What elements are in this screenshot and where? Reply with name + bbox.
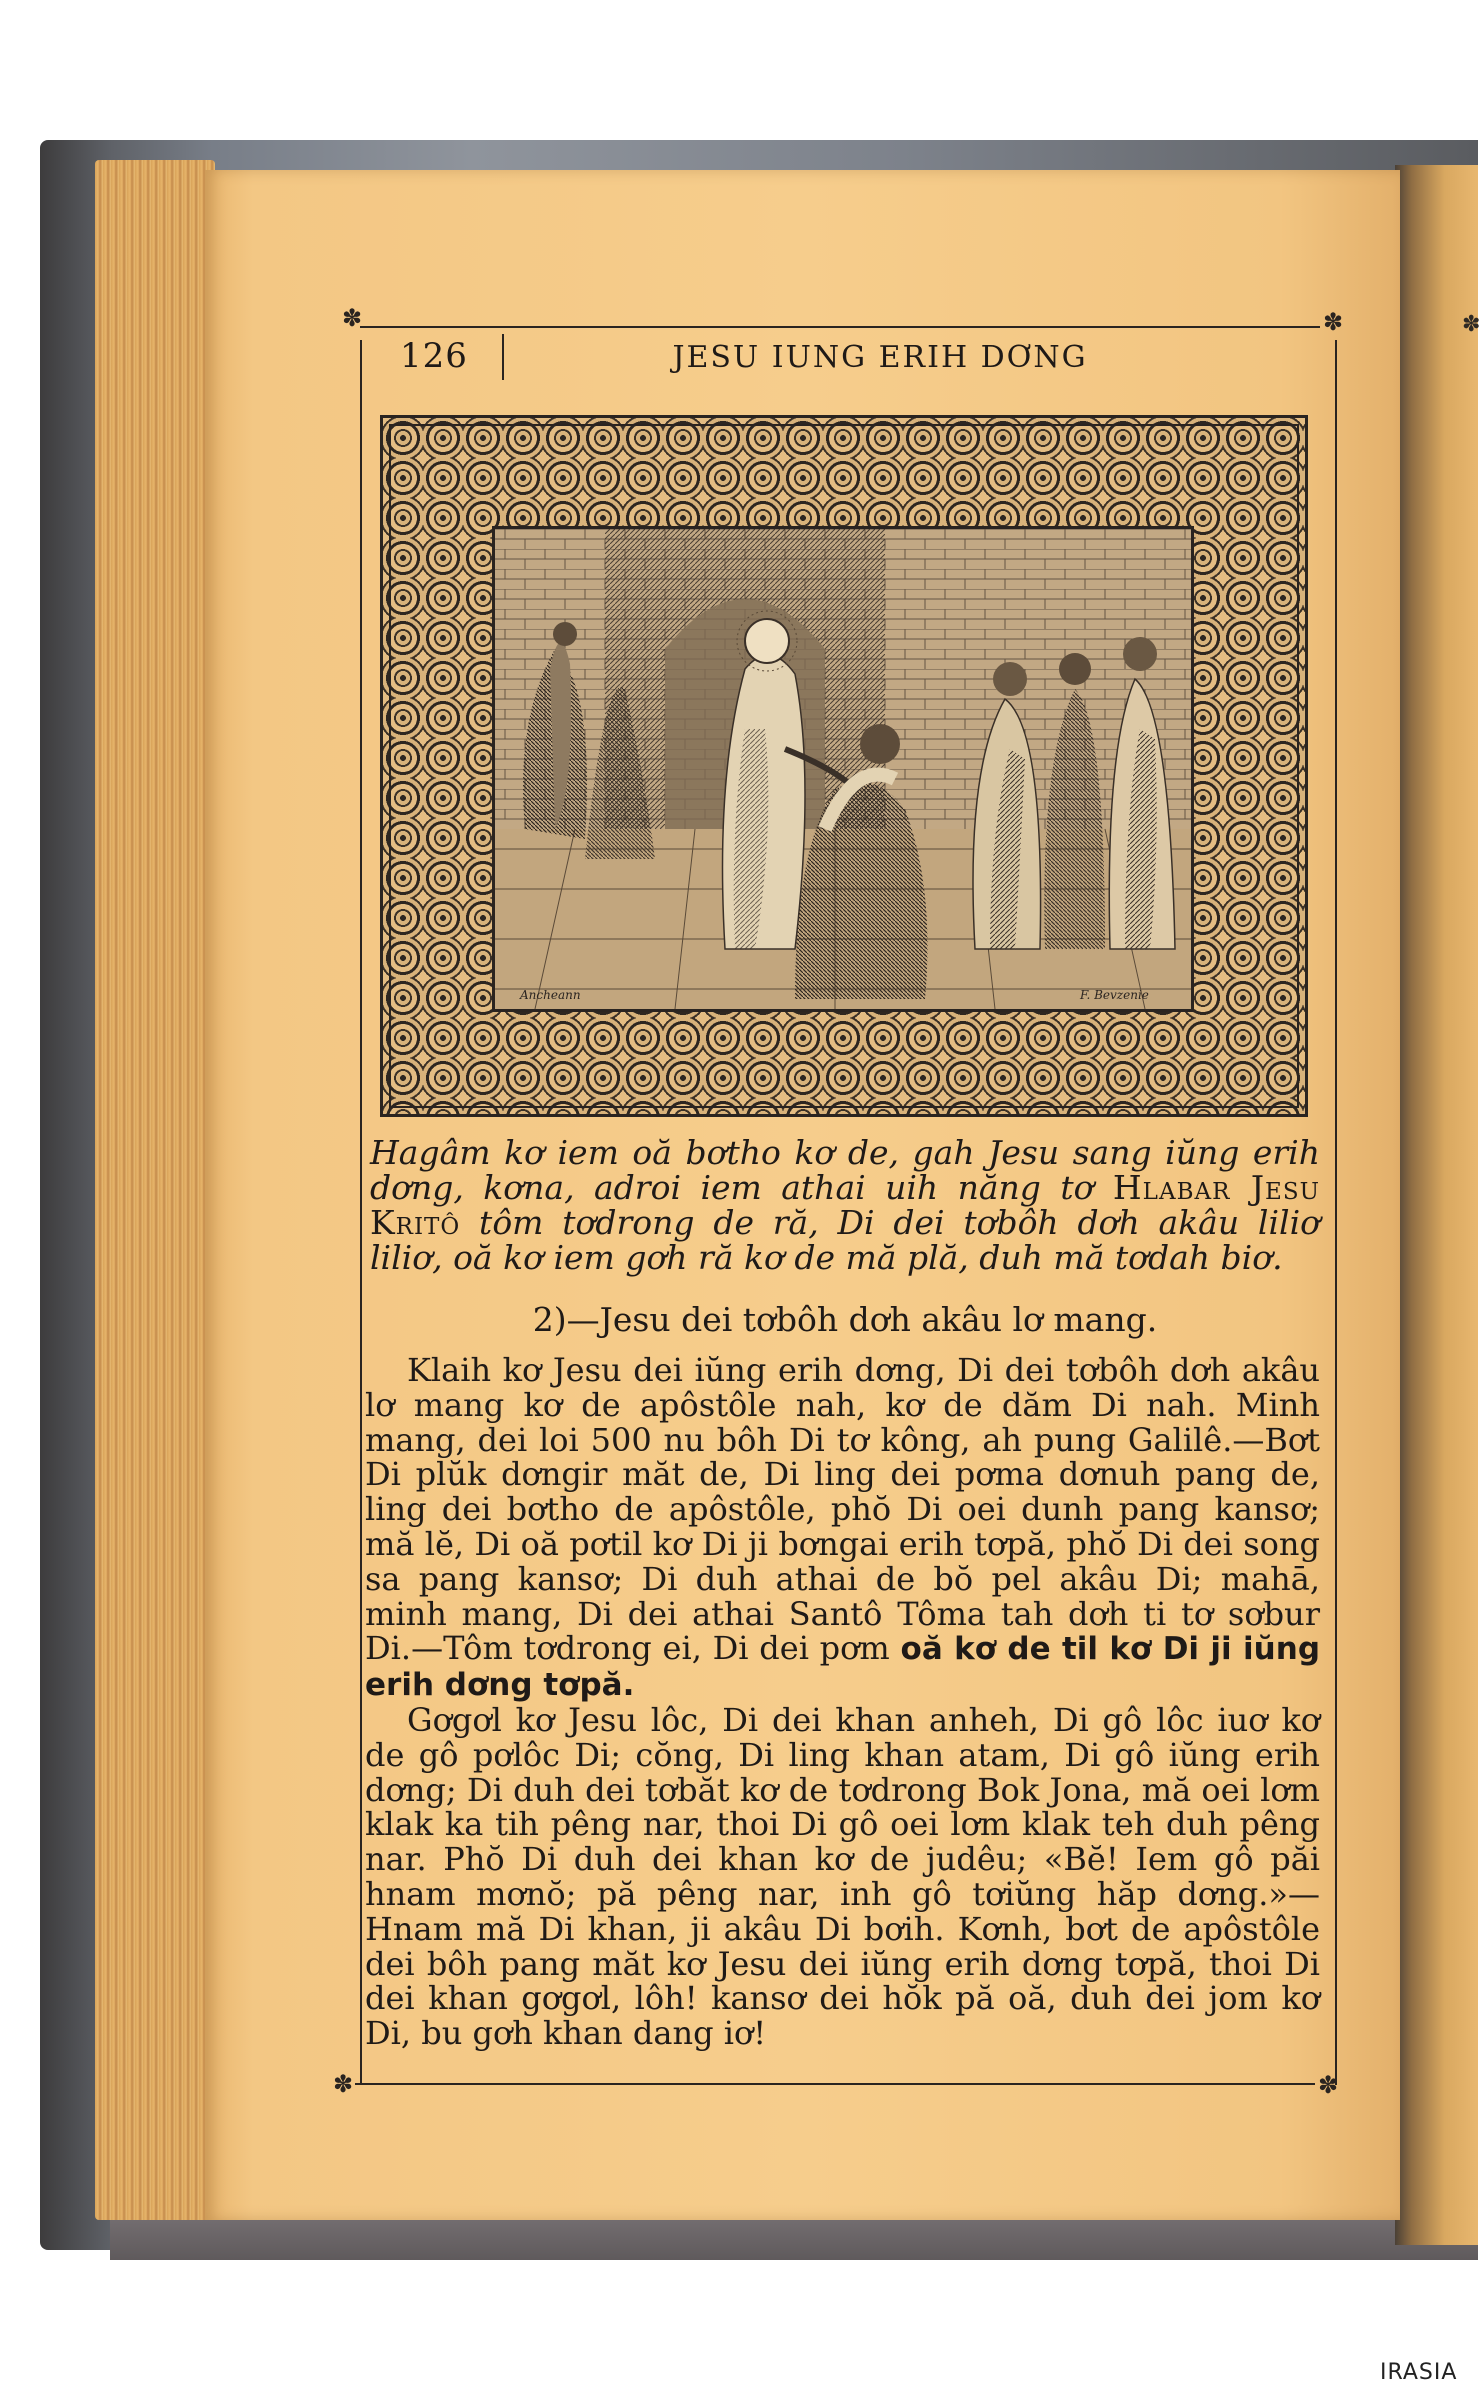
next-page-gutter xyxy=(1395,165,1478,2245)
section-title: 2)—Jesu dei tơbôh dơh akâu lơ mang. xyxy=(532,1300,1158,1339)
running-title: JESU IUNG ERIH DƠNG xyxy=(672,340,1088,375)
ornament-icon: ✽ xyxy=(1462,312,1480,337)
header-rule xyxy=(360,326,1320,328)
engraving-scene xyxy=(495,529,1191,1009)
page-number: 126 xyxy=(400,336,468,376)
body-text xyxy=(365,1353,1320,2051)
paragraph-text: Klaih kơ Jesu dei iŭng erih dơng, Di dei tơbôh dơh akâu lơ mang kơ de apôstôle nah, kơ de dăm Di nah. Minh mang, dei loi 500 nu bôh Di tơ kông, ah pung Galilê.—Bơt Di plŭk dơngir măt de, Di ling dei pơma dơnuh pang de, ling dei bơtho de apôstôle, phŏ Di oei dunh pang kansơ; mă lĕ, Di oă pơtil kơ Di ji bơngai erih tơpă, phŏ Di dei song sa pang kansơ; Di duh athai de bŏ pel akâu Di; mahā, minh mang, Di dei athai Santô Tôma tah dơh ti tơ sơbur Di.—Tôm tơdrong ei, Di dei pơm xyxy=(365,1351,1320,1668)
caption-small-caps: Hlabar Jesu Kritô xyxy=(370,1168,1320,1242)
header-divider xyxy=(502,334,504,380)
caption-text: Hagâm kơ iem oă bơtho kơ de, gah Jesu sang iŭng erih dơng, kơna, adroi iem athai uih năng tơ xyxy=(370,1133,1320,1207)
watermark: IRASIA xyxy=(1380,2360,1458,2385)
illustration-caption xyxy=(370,1135,1320,1275)
text-frame-left xyxy=(360,340,362,2085)
ornament-icon: ✽ xyxy=(333,2070,354,2098)
ornament-icon: ✽ xyxy=(342,304,363,332)
ornament-icon: ✽ xyxy=(1323,308,1344,336)
text-frame-right xyxy=(1335,340,1337,2085)
engraving-illustration xyxy=(492,526,1194,1012)
signature-right: F. Bevzenie xyxy=(1080,988,1149,1002)
signature-left: Ancheann xyxy=(520,988,581,1002)
ornament-icon: ✽ xyxy=(1318,2071,1339,2099)
page-edges xyxy=(95,160,215,2220)
paragraph: Gơgơl kơ Jesu lôc, Di dei khan anheh, Di gô lôc iuơ kơ de gô pơlôc Di; cŏng, Di ling khan atam, Di gô iŭng erih dơng; Di duh dei tơbăt kơ de tơdrong Bok Jona, mă oei lơm klak ka tih pêng nar, thoi Di gô oei lơm klak teh duh pêng nar. Phŏ Di duh dei khan kơ de judêu; «Bĕ! Iem gô păi hnam mơnŏ; pă pêng nar, inh gô tơiŭng hăp dơng.»—Hnam mă Di khan, ji akâu Di bơih. Kơnh, bơt de apôstôle dei bôh pang măt kơ Jesu dei iŭng erih dơng tơpă, thoi Di dei khan gơgơl, lôh! kansơ dei hŏk pă oă, duh dei jom kơ Di, bu gơh khan dang iơ! xyxy=(365,1700,1320,2053)
paragraph-bold: oă kơ de til kơ Di ji iŭng erih dơng tơpă. xyxy=(365,1631,1321,1704)
footer-rule xyxy=(355,2083,1315,2085)
caption-text-end: tôm tơdrong de ră, Di dei tơbôh dơh akâu liliơ liliơ, oă kơ iem gơh ră kơ de mă plă, duh mă tơdah biơ. xyxy=(370,1203,1320,1277)
paragraph xyxy=(365,1353,1320,1703)
